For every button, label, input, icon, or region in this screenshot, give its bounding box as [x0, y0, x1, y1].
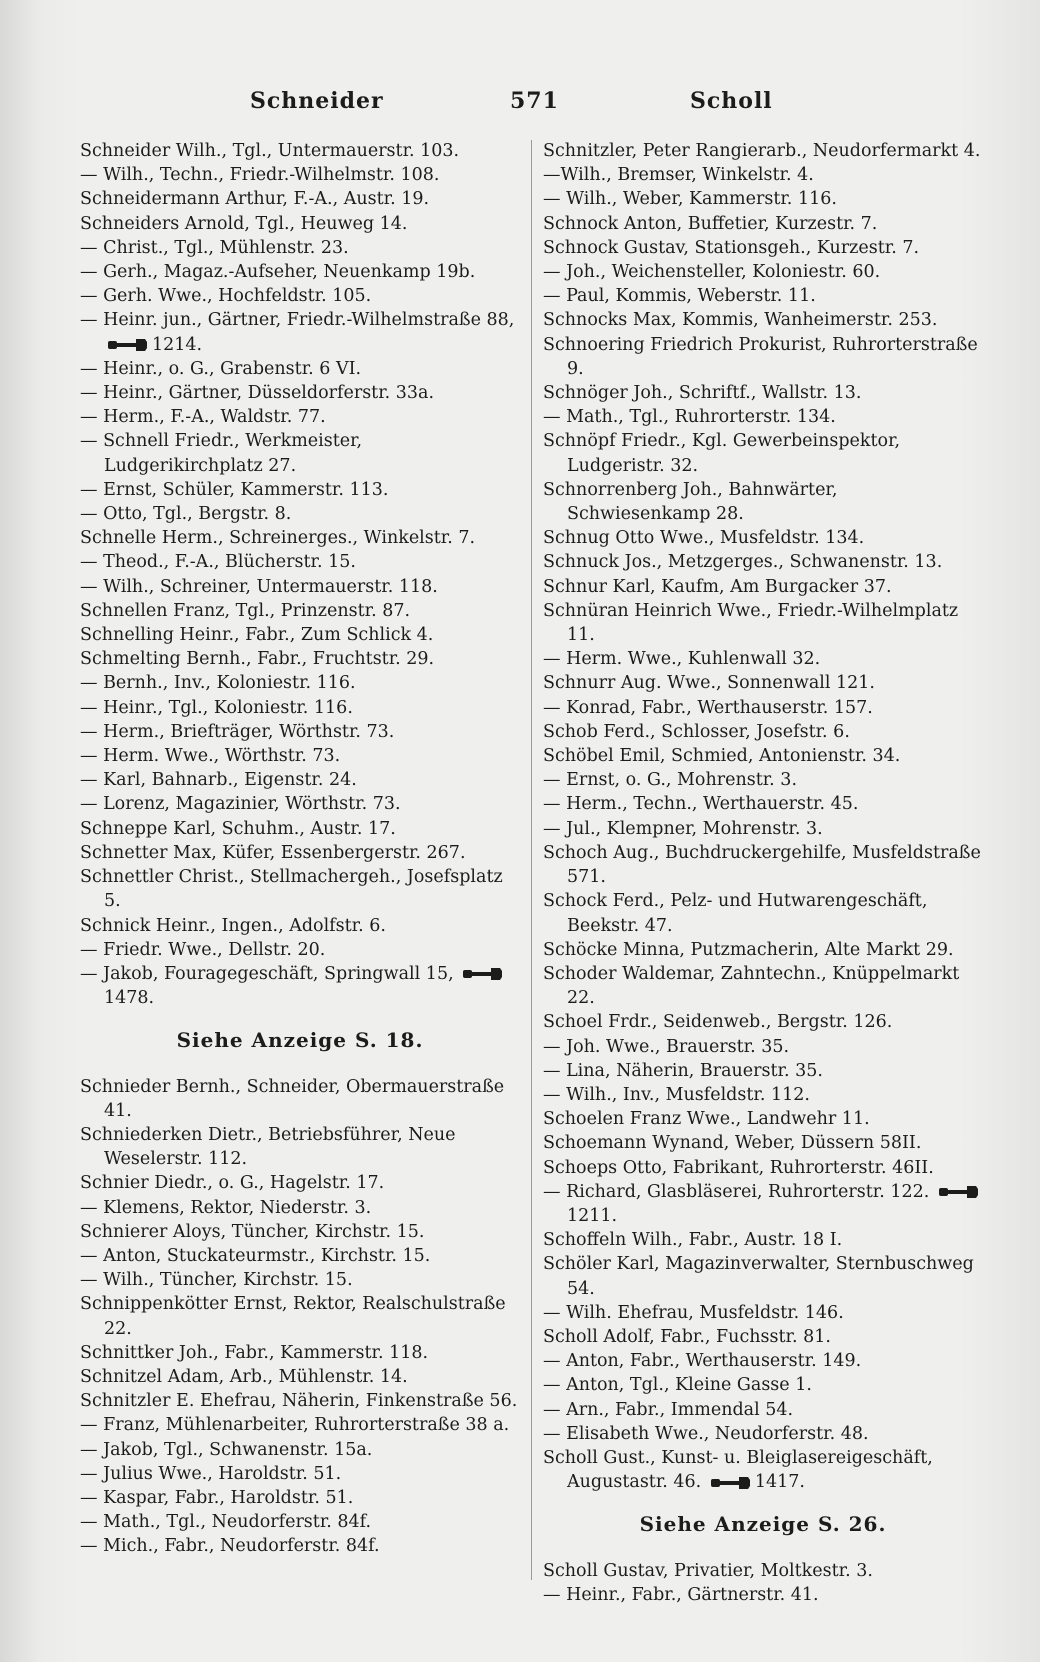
directory-entry — [543, 1156, 983, 1180]
entry-text: Scholl Gust., Kunst- u. Bleiglasereigeschäft, Augustastr. 46. — [543, 1447, 933, 1493]
entry-text: Schnocks Max, Kommis, Wanheimerstr. 253. — [543, 310, 938, 331]
entry-text: — Wilh., Weber, Kammerstr. 116. — [543, 189, 837, 210]
directory-entry — [543, 768, 983, 792]
directory-entry — [80, 768, 520, 792]
directory-entry — [543, 696, 983, 720]
entry-text: — Arn., Fabr., Immendal 54. — [543, 1399, 794, 1420]
entry-text: — Lorenz, Magazinier, Wörthstr. 73. — [80, 794, 401, 815]
entry-text: — Math., Tgl., Ruhrorterstr. 134. — [543, 407, 836, 428]
directory-entry — [543, 405, 983, 429]
directory-entry — [543, 1010, 983, 1034]
entry-text: — Herm., Briefträger, Wörthstr. 73. — [80, 721, 395, 742]
entry-text: — Gerh., Magaz.-Aufseher, Neuenkamp 19b. — [80, 262, 476, 283]
directory-entry — [80, 938, 520, 962]
left-column — [80, 139, 520, 1559]
directory-entry — [543, 599, 983, 647]
entry-text: — Joh. Wwe., Brauerstr. 35. — [543, 1036, 790, 1057]
entry-text: Schnock Anton, Buffetier, Kurzestr. 7. — [543, 213, 878, 234]
entry-text: Schnettler Christ., Stellmachergeh., Josefsplatz 5. — [80, 867, 503, 912]
entry-text: — Ernst, Schüler, Kammerstr. 113. — [80, 479, 389, 500]
directory-entry — [543, 817, 983, 841]
directory-entry — [80, 308, 520, 356]
directory-entry — [543, 139, 983, 163]
right-column — [543, 139, 983, 1607]
entry-text: Schnitzel Adam, Arb., Mühlenstr. 14. — [80, 1366, 408, 1387]
directory-entry — [543, 1446, 983, 1494]
entry-text: — Math., Tgl., Neudorferstr. 84f. — [80, 1512, 372, 1533]
entry-text: — Christ., Tgl., Mühlenstr. 23. — [80, 237, 349, 258]
header-right-keyword: Scholl — [690, 88, 773, 114]
page-number: 571 — [510, 88, 559, 114]
entry-text: Schoemann Wynand, Weber, Düssern 58II. — [543, 1133, 922, 1154]
entry-text: Schniederken Dietr., Betriebsführer, Neue Weselerstr. 112. — [80, 1124, 456, 1170]
entry-text: — Herm. Wwe., Kuhlenwall 32. — [543, 649, 821, 670]
directory-entry — [543, 1373, 983, 1397]
entry-text: — Klemens, Rektor, Niederstr. 3. — [80, 1197, 372, 1218]
entry-text: Schneppe Karl, Schuhm., Austr. 17. — [80, 818, 396, 839]
entry-text: Schnick Heinr., Ingen., Adolfstr. 6. — [80, 915, 386, 936]
entry-text: — Lina, Näherin, Brauerstr. 35. — [543, 1060, 823, 1081]
entry-text: — Heinr., Gärtner, Düsseldorferstr. 33a. — [80, 383, 435, 404]
entry-text: Schoeps Otto, Fabrikant, Ruhrorterstr. 46II. — [543, 1157, 934, 1178]
directory-entry — [80, 865, 520, 913]
directory-entry — [543, 260, 983, 284]
directory-entry — [543, 720, 983, 744]
directory-entry — [80, 1534, 520, 1558]
entry-text: Schnier Diedr., o. G., Hagelstr. 17. — [80, 1173, 385, 1194]
directory-entry — [543, 1349, 983, 1373]
directory-entry — [543, 187, 983, 211]
phone-number: 1478. — [104, 988, 155, 1009]
directory-entry — [80, 381, 520, 405]
header-left-keyword: Schneider — [250, 88, 384, 114]
entry-text: Schöler Karl, Magazinverwalter, Sternbuschweg 54. — [543, 1254, 974, 1299]
directory-entry — [543, 1228, 983, 1252]
directory-entry — [80, 357, 520, 381]
telephone-icon — [711, 1476, 751, 1490]
directory-entry — [80, 1268, 520, 1292]
directory-entry — [543, 938, 983, 962]
directory-entry — [80, 429, 520, 477]
entry-text: — Anton, Fabr., Werthauserstr. 149. — [543, 1351, 862, 1372]
advertisement-reference: Siehe Anzeige S. 26. — [639, 1512, 887, 1537]
directory-entry — [80, 236, 520, 260]
entry-text: — Friedr. Wwe., Dellstr. 20. — [80, 939, 326, 960]
entry-text: — Gerh. Wwe., Hochfeldstr. 105. — [80, 286, 372, 307]
directory-entry — [80, 260, 520, 284]
directory-entry — [543, 744, 983, 768]
directory-entry — [80, 502, 520, 526]
directory-entry — [80, 187, 520, 211]
entry-text: — Heinr. jun., Gärtner, Friedr.-Wilhelmstraße 88, — [80, 310, 515, 331]
entry-text: — Schnell Friedr., Werkmeister, Ludgerikirchplatz 27. — [80, 431, 363, 476]
directory-entry — [543, 1252, 983, 1300]
entry-text: Schnetter Max, Küfer, Essenbergerstr. 267. — [80, 842, 466, 863]
directory-entry — [80, 1123, 520, 1171]
entry-text: — Heinr., o. G., Grabenstr. 6 VI. — [80, 358, 362, 379]
directory-entry — [543, 163, 983, 187]
entry-text: — Ernst, o. G., Mohrenstr. 3. — [543, 770, 798, 791]
entry-text: Schöbel Emil, Schmied, Antonienstr. 34. — [543, 746, 901, 767]
directory-entry — [543, 671, 983, 695]
directory-entry — [543, 1301, 983, 1325]
telephone-icon — [108, 338, 148, 352]
entry-text: — Wilh., Tüncher, Kirchstr. 15. — [80, 1270, 353, 1291]
directory-entry — [543, 841, 983, 889]
entry-text: Scholl Adolf, Fabr., Fuchsstr. 81. — [543, 1326, 831, 1347]
directory-entry — [80, 405, 520, 429]
entry-text: Schnippenkötter Ernst, Rektor, Realschulstraße 22. — [80, 1294, 506, 1339]
entry-text: — Wilh., Inv., Musfeldstr. 112. — [543, 1084, 810, 1105]
page-header — [0, 88, 1040, 124]
entry-text: — Mich., Fabr., Neudorferstr. 84f. — [80, 1536, 380, 1557]
entry-text: Schnelling Heinr., Fabr., Zum Schlick 4. — [80, 625, 434, 646]
phone-number: 1211. — [567, 1205, 618, 1226]
entry-text: Schnock Gustav, Stationsgeh., Kurzestr. 7. — [543, 237, 920, 258]
entry-text: — Herm., Techn., Werthauerstr. 45. — [543, 794, 859, 815]
directory-entry — [543, 550, 983, 574]
entry-text: — Jakob, Fouragegeschäft, Springwall 15, — [80, 963, 454, 984]
directory-entry — [80, 671, 520, 695]
directory-entry — [80, 575, 520, 599]
entry-text: — Joh., Weichensteller, Koloniestr. 60. — [543, 262, 881, 283]
entry-text: — Heinr., Tgl., Koloniestr. 116. — [80, 697, 353, 718]
phone-number: 1214. — [152, 334, 203, 355]
directory-entry — [543, 1035, 983, 1059]
directory-entry — [80, 478, 520, 502]
entry-text: Schnur Karl, Kaufm, Am Burgacker 37. — [543, 576, 892, 597]
entry-text: — Karl, Bahnarb., Eigenstr. 24. — [80, 770, 357, 791]
directory-entry — [80, 163, 520, 187]
directory-entry — [80, 817, 520, 841]
entry-text: — Jul., Klempner, Mohrenstr. 3. — [543, 818, 823, 839]
entry-text: — Theod., F.-A., Blücherstr. 15. — [80, 552, 356, 573]
directory-entry — [80, 212, 520, 236]
entry-text: — Franz, Mühlenarbeiter, Ruhrorterstraße 38 a. — [80, 1415, 510, 1436]
directory-entry — [80, 841, 520, 865]
entry-text: Schock Ferd., Pelz- und Hutwarengeschäft, Beekstr. 47. — [543, 891, 928, 936]
directory-entry — [80, 744, 520, 768]
directory-entry — [80, 284, 520, 308]
directory-entry — [80, 1075, 520, 1123]
directory-entry — [80, 1413, 520, 1437]
entry-text: — Otto, Tgl., Bergstr. 8. — [80, 504, 292, 525]
directory-entry — [80, 914, 520, 938]
entry-text: — Wilh. Ehefrau, Musfeldstr. 146. — [543, 1302, 844, 1323]
entry-text: Schnitzler, Peter Rangierarb., Neudorfermarkt 4. — [543, 141, 981, 161]
entry-text: — Elisabeth Wwe., Neudorferstr. 48. — [543, 1423, 869, 1444]
directory-entry — [543, 1325, 983, 1349]
entry-text: — Richard, Glasbläserei, Ruhrorterstr. 122. — [543, 1181, 930, 1202]
entry-text: — Herm. Wwe., Wörthstr. 73. — [80, 746, 341, 767]
phone-number: 1417. — [754, 1472, 805, 1493]
entry-text: Schnelle Herm., Schreinerges., Winkelstr. 7. — [80, 528, 476, 549]
telephone-icon — [939, 1185, 979, 1199]
directory-entry — [543, 308, 983, 332]
entry-text: — Paul, Kommis, Weberstr. 11. — [543, 286, 816, 307]
entry-text: — Kaspar, Fabr., Haroldstr. 51. — [80, 1487, 354, 1508]
entry-text: Schneiders Arnold, Tgl., Heuweg 14. — [80, 213, 408, 234]
column-divider — [531, 140, 532, 1580]
directory-entry — [80, 1486, 520, 1510]
directory-entry — [80, 1196, 520, 1220]
entry-text: Schmelting Bernh., Fabr., Fruchtstr. 29. — [80, 649, 435, 670]
directory-entry — [543, 381, 983, 405]
entry-text: Schnitzler E. Ehefrau, Näherin, Finkenstraße 56. — [80, 1391, 518, 1412]
entry-text: — Wilh., Schreiner, Untermauerstr. 118. — [80, 576, 438, 597]
entry-text: — Wilh., Techn., Friedr.-Wilhelmstr. 108. — [80, 165, 440, 186]
entry-text: — Heinr., Fabr., Gärtnerstr. 41. — [543, 1584, 819, 1605]
entry-text: Schoel Frdr., Seidenweb., Bergstr. 126. — [543, 1012, 893, 1033]
directory-entry — [80, 962, 520, 1010]
entry-text: — Bernh., Inv., Koloniestr. 116. — [80, 673, 356, 694]
directory-entry — [80, 1220, 520, 1244]
directory-entry — [80, 1389, 520, 1413]
directory-entry — [80, 1438, 520, 1462]
entry-text: Schnierer Aloys, Tüncher, Kirchstr. 15. — [80, 1221, 425, 1242]
directory-entry — [543, 212, 983, 236]
directory-entry — [80, 1510, 520, 1534]
directory-entry — [80, 792, 520, 816]
directory-entry — [543, 889, 983, 937]
entry-text: Schoffeln Wilh., Fabr., Austr. 18 I. — [543, 1230, 843, 1251]
directory-entry — [543, 1422, 983, 1446]
directory-entry — [80, 623, 520, 647]
entry-text: Schoelen Franz Wwe., Landwehr 11. — [543, 1109, 870, 1130]
entry-text: Schoder Waldemar, Zahntechn., Knüppelmarkt 22. — [543, 963, 960, 1009]
entry-text: — Herm., F.-A., Waldstr. 77. — [80, 407, 326, 428]
entry-text: Schnoering Friedrich Prokurist, Ruhrorterstraße 9. — [543, 334, 978, 379]
entry-text: Schnorrenberg Joh., Bahnwärter, Schwiesenkamp 28. — [543, 479, 838, 525]
directory-entry — [543, 647, 983, 671]
directory-entry — [80, 550, 520, 574]
directory-entry — [543, 1083, 983, 1107]
directory-entry — [80, 647, 520, 671]
directory-entry — [543, 1180, 983, 1228]
directory-entry — [543, 1059, 983, 1083]
directory-entry — [80, 526, 520, 550]
entry-text: Schnurr Aug. Wwe., Sonnenwall 121. — [543, 673, 875, 694]
directory-entry — [543, 1559, 983, 1583]
directory-entry — [543, 478, 983, 526]
directory-entry — [543, 962, 983, 1010]
entry-text: — Anton, Stuckateurmstr., Kirchstr. 15. — [80, 1245, 431, 1266]
entry-text: Schneidermann Arthur, F.-A., Austr. 19. — [80, 189, 430, 210]
directory-entry — [543, 526, 983, 550]
entry-text: —Wilh., Bremser, Winkelstr. 4. — [543, 165, 814, 186]
entry-text: — Konrad, Fabr., Werthauserstr. 157. — [543, 697, 873, 718]
directory-entry — [80, 139, 520, 163]
directory-entry — [80, 1341, 520, 1365]
directory-entry — [80, 696, 520, 720]
entry-text: — Jakob, Tgl., Schwanenstr. 15a. — [80, 1439, 373, 1460]
entry-text: Schoch Aug., Buchdruckergehilfe, Musfeldstraße 571. — [543, 842, 981, 888]
entry-text: Schnug Otto Wwe., Musfeldstr. 134. — [543, 528, 865, 549]
directory-entry — [80, 1365, 520, 1389]
directory-entry — [543, 1398, 983, 1422]
entry-text: Schnüran Heinrich Wwe., Friedr.-Wilhelmplatz 11. — [543, 600, 959, 646]
entry-text: Schnittker Joh., Fabr., Kammerstr. 118. — [80, 1342, 429, 1363]
directory-entry — [80, 1462, 520, 1486]
entry-text: Schnuck Jos., Metzgerges., Schwanenstr. 13. — [543, 552, 943, 573]
telephone-icon — [463, 967, 503, 981]
entry-text: Schnellen Franz, Tgl., Prinzenstr. 87. — [80, 600, 411, 621]
entry-text: — Julius Wwe., Haroldstr. 51. — [80, 1463, 342, 1484]
directory-entry — [543, 236, 983, 260]
entry-text: Scholl Gustav, Privatier, Moltkestr. 3. — [543, 1560, 873, 1581]
directory-entry — [543, 1107, 983, 1131]
entry-text: — Anton, Tgl., Kleine Gasse 1. — [543, 1375, 812, 1396]
directory-entry — [80, 1171, 520, 1195]
directory-entry — [80, 1244, 520, 1268]
directory-entry — [80, 1292, 520, 1340]
directory-entry — [543, 575, 983, 599]
directory-entry — [80, 720, 520, 744]
directory-entry — [80, 599, 520, 623]
directory-entry — [543, 284, 983, 308]
advertisement-reference: Siehe Anzeige S. 18. — [176, 1028, 424, 1053]
directory-entry — [543, 792, 983, 816]
entry-text: Schnöpf Friedr., Kgl. Gewerbeinspektor, Ludgeristr. 32. — [543, 431, 901, 476]
entry-text: Schnieder Bernh., Schneider, Obermauerstraße 41. — [80, 1076, 505, 1121]
directory-entry — [543, 429, 983, 477]
directory-entry — [543, 1131, 983, 1155]
entry-text: Schneider Wilh., Tgl., Untermauerstr. 103. — [80, 141, 460, 161]
entry-text: Schöcke Minna, Putzmacherin, Alte Markt 29. — [543, 939, 954, 960]
directory-entry — [543, 333, 983, 381]
entry-text: Schob Ferd., Schlosser, Josefstr. 6. — [543, 721, 850, 742]
entry-text: Schnöger Joh., Schriftf., Wallstr. 13. — [543, 383, 862, 404]
directory-entry — [543, 1583, 983, 1607]
